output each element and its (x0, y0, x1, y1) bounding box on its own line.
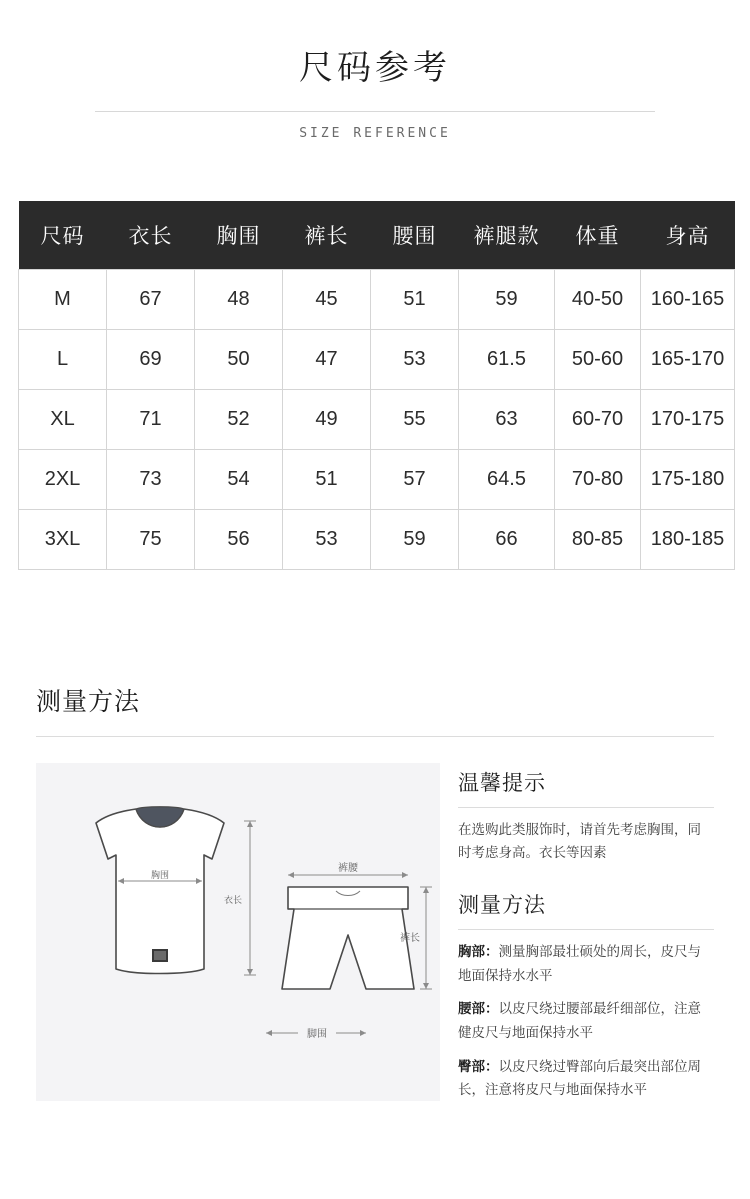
cell-height: 170-175 (641, 389, 735, 449)
measure-item-waist-label: 腰部： (458, 1001, 499, 1017)
measure-item-hip (458, 1055, 714, 1102)
cell-weight: 60-70 (555, 389, 641, 449)
table-row (19, 449, 735, 509)
page-subtitle: SIZE REFERENCE (299, 125, 451, 141)
column-header-garment-length: 衣长 (107, 201, 195, 270)
cell-pant-length: 51 (283, 449, 371, 509)
cell-pant-length: 53 (283, 509, 371, 569)
foot-circumference-line (266, 1025, 366, 1041)
measure-method-divider (458, 929, 714, 930)
cell-waist: 57 (371, 449, 459, 509)
table-row (19, 389, 735, 449)
measure-item-chest (458, 940, 714, 987)
cell-garment-length: 75 (107, 509, 195, 569)
table-row (19, 269, 735, 329)
cell-chest: 54 (195, 449, 283, 509)
cell-pant-leg: 63 (459, 389, 555, 449)
label-chest: 胸围 (150, 869, 170, 880)
column-header-height: 身高 (641, 201, 735, 270)
cell-waist: 51 (371, 269, 459, 329)
measure-item-hip-text: 以皮尺绕过臀部向后最突出部位周长，注意将皮尺与地面保持水平 (458, 1058, 701, 1098)
column-header-waist: 腰围 (371, 201, 459, 270)
cell-size: L (19, 329, 107, 389)
title-divider (95, 111, 655, 112)
measure-method-title: 测量方法 (458, 894, 546, 918)
cell-weight: 40-50 (555, 269, 641, 329)
label-foot-circumference: 脚围 (307, 1028, 327, 1040)
garment-illustration-svg (36, 763, 440, 1101)
cell-height: 180-185 (641, 509, 735, 569)
cell-chest: 48 (195, 269, 283, 329)
measure-item-chest-text: 测量胸部最壮硕处的周长，皮尺与地面保持水水平 (458, 944, 701, 983)
tank-top-icon (96, 807, 224, 974)
cell-weight: 80-85 (555, 509, 641, 569)
column-header-weight: 体重 (555, 201, 641, 270)
waist-measure-line (288, 861, 408, 878)
cell-chest: 56 (195, 509, 283, 569)
cell-chest: 50 (195, 329, 283, 389)
cell-waist: 59 (371, 509, 459, 569)
cell-size: 2XL (19, 449, 107, 509)
page-title: 尺码参考 (299, 49, 451, 87)
measure-item-waist-text: 以皮尺绕过腰部最纤细部位，注意健皮尺与地面保持水平 (458, 1001, 701, 1040)
page-header (0, 0, 750, 141)
cell-height: 165-170 (641, 329, 735, 389)
cell-height: 175-180 (641, 449, 735, 509)
cell-garment-length: 73 (107, 449, 195, 509)
garment-length-line (224, 821, 256, 975)
size-table (18, 201, 735, 570)
cell-pant-length: 49 (283, 389, 371, 449)
measure-section-body (0, 763, 750, 1102)
measure-section-divider (36, 736, 714, 737)
label-waist: 裤腰 (338, 862, 358, 874)
table-row (19, 509, 735, 569)
label-garment-length: 衣长 (223, 894, 242, 905)
cell-pant-leg: 61.5 (459, 329, 555, 389)
label-pant-length: 裤长 (400, 932, 420, 944)
column-header-chest: 胸围 (195, 201, 283, 270)
cell-chest: 52 (195, 389, 283, 449)
cell-pant-leg: 66 (459, 509, 555, 569)
cell-pant-leg: 64.5 (459, 449, 555, 509)
cell-garment-length: 69 (107, 329, 195, 389)
measure-item-chest-label: 胸部： (458, 944, 499, 960)
cell-size: XL (19, 389, 107, 449)
tips-title: 温馨提示 (458, 771, 546, 795)
cell-garment-length: 71 (107, 389, 195, 449)
tips-divider (458, 807, 714, 808)
column-header-pant-leg: 裤腿款 (459, 201, 555, 270)
cell-pant-length: 47 (283, 329, 371, 389)
tips-panel (458, 763, 714, 1102)
measure-item-waist (458, 997, 714, 1044)
measure-method-block (458, 889, 714, 1102)
cell-size: M (19, 269, 107, 329)
cell-garment-length: 67 (107, 269, 195, 329)
tips-text: 在选购此类服饰时，请首先考虑胸围，同时考虑身高。衣长等因素 (458, 821, 701, 861)
shorts-icon (282, 887, 414, 989)
cell-height: 160-165 (641, 269, 735, 329)
measure-section-title: 测量方法 (36, 687, 141, 716)
table-row (19, 329, 735, 389)
cell-pant-length: 45 (283, 269, 371, 329)
cell-waist: 55 (371, 389, 459, 449)
cell-pant-leg: 59 (459, 269, 555, 329)
cell-size: 3XL (19, 509, 107, 569)
column-header-size: 尺码 (19, 201, 107, 270)
garment-illustration-panel (36, 763, 440, 1101)
size-table-wrapper (0, 201, 750, 570)
column-header-pant-length: 裤长 (283, 201, 371, 270)
measure-item-hip-label: 臀部： (458, 1058, 499, 1074)
cell-weight: 50-60 (555, 329, 641, 389)
cell-waist: 53 (371, 329, 459, 389)
measure-section-header (0, 682, 750, 737)
table-header-row (19, 201, 735, 270)
cell-weight: 70-80 (555, 449, 641, 509)
